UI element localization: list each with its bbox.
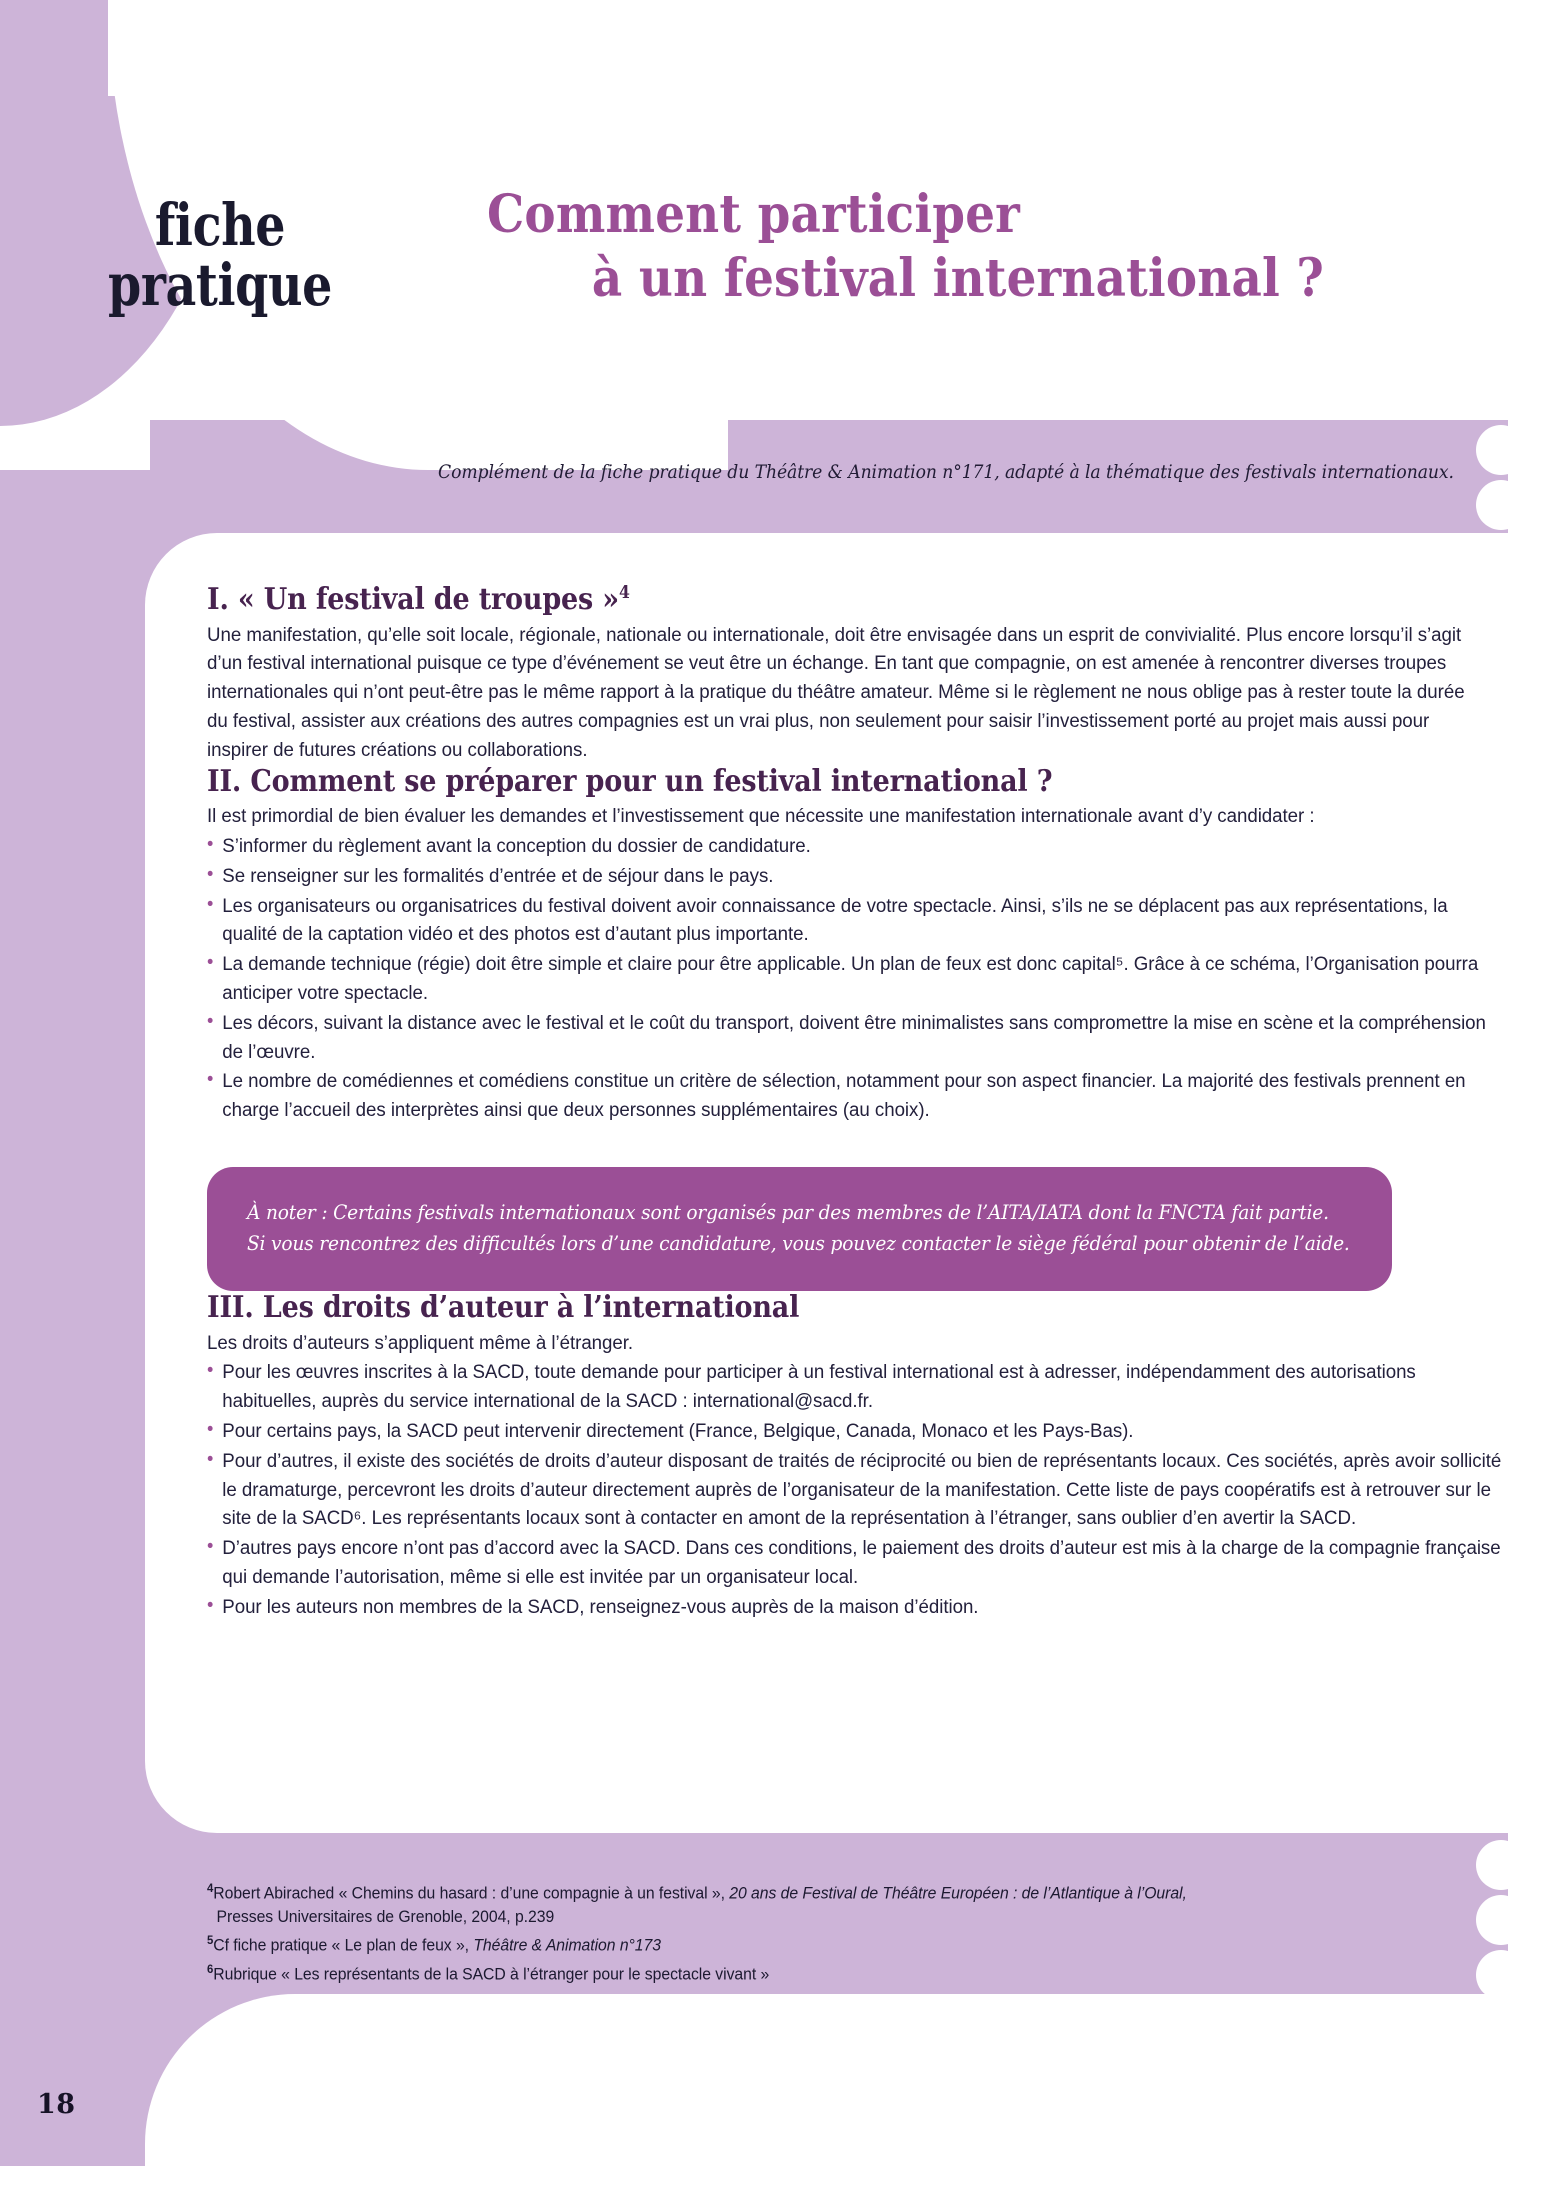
section-heading-3: III. Les droits d’auteur à l’international <box>207 1289 800 1325</box>
footnote-5-text: Cf fiche pratique « Le plan de feux », <box>213 1936 474 1955</box>
bottom-white-rounded-shape <box>145 1994 1550 2166</box>
fiche-pratique-badge <box>105 191 335 320</box>
note-callout-text: À noter : Certains festivals internationaux sont organisés par des membres de l’AITA/IATA dont la FNCTA fait partie. Si vous rencontrez des difficultés lors d’une candidature, vous pouvez contacter le siège fédéral pour obtenir de l’aide. <box>247 1199 1350 1255</box>
list-item: • S’informer du règlement avant la conception du dossier de candidature. <box>207 832 1502 861</box>
list-item: • Les décors, suivant la distance avec le festival et le coût du transport, doivent être minimalistes sans compromettre la mise en scène et la compréhension de l’œuvre. <box>207 1009 1502 1067</box>
section-heading-1 <box>207 583 1486 617</box>
article-body <box>207 582 1502 1622</box>
page-number: 18 <box>37 2089 76 2120</box>
right-white-margin <box>1508 0 1550 2192</box>
list-item: • Pour les œuvres inscrites à la SACD, toute demande pour participer à un festival international est à adresser, indépendamment des autorisations habituelles, auprès du service international de la SACD : international@sacd.fr. <box>207 1358 1502 1416</box>
footnote-4-continuation: Presses Universitaires de Grenoble, 2004, p.239 <box>216 1907 555 1926</box>
section-2-intro: Il est primordial de bien évaluer les demandes et l’investissement que nécessite une manifestation internationale avant d’y candidater : <box>207 805 1315 828</box>
list-item: • Pour les auteurs non membres de la SACD, renseignez-vous auprès de la maison d’édition. <box>207 1593 1502 1622</box>
section-heading-1-text: I. « Un festival de troupes » <box>207 582 619 617</box>
footnote-4-text: Robert Abirached « Chemins du hasard : d’une compagnie à un festival », <box>213 1884 730 1903</box>
badge-line-1: fiche <box>154 191 286 259</box>
list-item: • D’autres pays encore n’ont pas d’accord avec la SACD. Dans ces conditions, le paiement des droits d’auteur est mis à la charge de la compagnie française qui demande l’autorisation, même si elle est invitée par un organisateur local. <box>207 1534 1502 1592</box>
section-3-bullet-list <box>207 1358 1502 1621</box>
section-heading-2: II. Comment se préparer pour un festival international ? <box>207 763 1053 799</box>
footnote-5-marker: 5 <box>207 1933 214 1948</box>
footnote-6 <box>207 1961 1457 1987</box>
list-item: • Le nombre de comédiennes et comédiens constitue un critère de sélection, notamment pour son aspect financier. La majorité des festivals prennent en charge l’accueil des interprètes ainsi que deux personnes supplémentaires (au choix). <box>207 1067 1502 1125</box>
section-2-bullet-list <box>207 832 1487 1125</box>
note-callout-box <box>207 1167 1392 1291</box>
section-heading-1-footnote-marker: 4 <box>618 583 630 603</box>
footnote-4-marker: 4 <box>207 1881 214 1895</box>
list-item: • Pour certains pays, la SACD peut intervenir directement (France, Belgique, Canada, Monaco et les Pays-Bas). <box>207 1417 1502 1446</box>
page-title <box>487 183 1417 312</box>
list-item: • Les organisateurs ou organisatrices du festival doivent avoir connaissance de votre spectacle. Ainsi, s’ils ne se déplacent pas aux représentations, la qualité de la captation vidéo et des photos est d’autant plus importante. <box>207 892 1502 950</box>
footnote-6-marker: 6 <box>207 1962 214 1977</box>
footnote-4-italic: 20 ans de Festival de Théâtre Européen : de l’Atlantique à l’Oural, <box>729 1884 1187 1903</box>
header-lavender-sliver <box>0 0 108 150</box>
list-item: • Pour d’autres, il existe des sociétés de droits d’auteur disposant de traités de réciprocité ou bien de représentants locaux. Ces sociétés, après avoir sollicité le dramaturge, percevront les droits d’auteur directement auprès de l’organisateur de la manifestation. Cette liste de pays coopératifs est à retrouver sur le site de la SACD⁶. Les représentants locaux sont à contacter en amont de la représentation à l’étranger, sans oublier d’en avertir la SACD. <box>207 1447 1502 1533</box>
list-item: • La demande technique (régie) doit être simple et claire pour être applicable. Un plan de feux est donc capital⁵. Grâce à ce schéma, l’Organisation pourra anticiper votre spectacle. <box>207 950 1502 1008</box>
bottom-white-margin <box>0 2166 1550 2192</box>
badge-line-2: pratique <box>108 251 332 320</box>
footnote-5-italic: Théâtre & Animation n°173 <box>473 1936 661 1955</box>
section-1-paragraph: Une manifestation, qu’elle soit locale, régionale, nationale ou internationale, doit être envisagée dans un esprit de convivialité. Plus encore lorsqu’il s’agit d’un festival international puisque ce type d’événement se veut être un échange. En tant que compagnie, on est amenée à rencontrer diverses troupes internationales qui n’ont peut-être pas le même rapport à la pratique du théâtre amateur. Même si le règlement ne nous oblige pas à rester toute la durée du festival, assister aux créations des autres compagnies est un vrai plus, non seulement pour saisir l’investissement porté au projet mais aussi pour inspirer de futures créations ou collaborations. <box>207 623 1465 761</box>
footnote-4 <box>207 1880 1457 1929</box>
footnotes-block <box>207 1880 1457 1990</box>
list-item: • Se renseigner sur les formalités d’entrée et de séjour dans le pays. <box>207 862 1502 891</box>
footnote-6-text: Rubrique « Les représentants de la SACD à l’étranger pour le spectacle vivant » <box>213 1965 770 1984</box>
page-title-line-2: à un festival international ? <box>591 248 1324 310</box>
section-3-intro: Les droits d’auteurs s’appliquent même à l’étranger. <box>207 1331 634 1354</box>
page-title-line-1: Comment participer <box>487 183 1020 245</box>
header-caption: Complément de la fiche pratique du Théâtre & Animation n°171, adapté à la thématique des festivals internationaux. <box>438 462 1454 483</box>
footnote-5 <box>207 1932 1457 1958</box>
